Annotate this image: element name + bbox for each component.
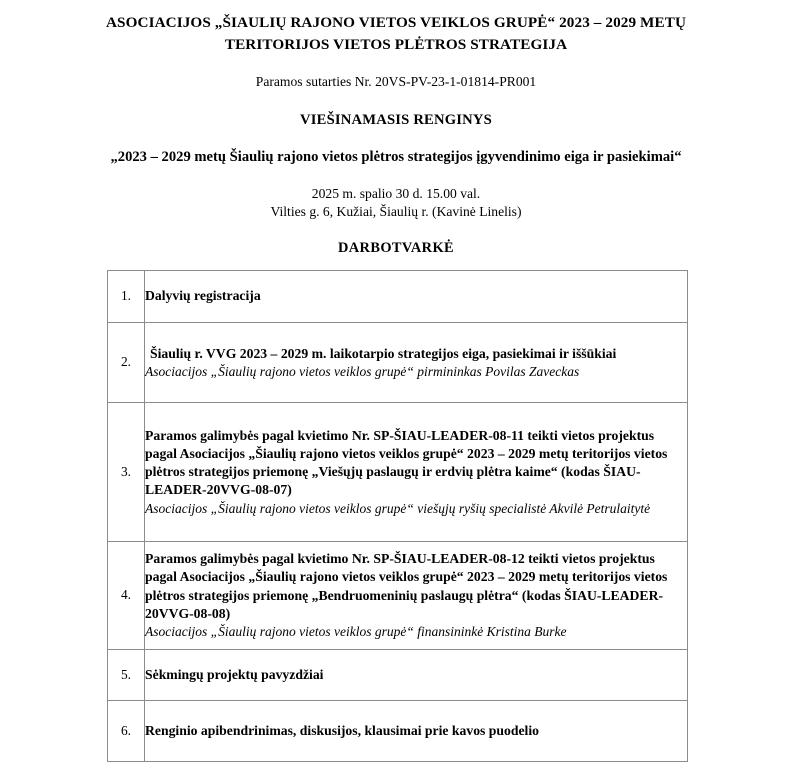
agenda-item-speaker: Asociacijos „Šiaulių rajono vietos veiklos grupė“ finansininkė Kristina Burke (145, 624, 567, 640)
table-row (108, 541, 688, 649)
agenda-item-content (145, 700, 688, 761)
agenda-item-content (145, 541, 688, 649)
document-title-line-1: ASOCIACIJOS „ŠIAULIŲ RAJONO VIETOS VEIKLOS GRUPĖ“ 2023 – 2029 METŲ (105, 14, 687, 31)
agenda-table (107, 270, 688, 762)
agenda-item-number: 6. (108, 700, 145, 761)
table-row (108, 700, 688, 761)
event-type-heading: VIEŠINAMASIS RENGINYS (300, 111, 492, 128)
agenda-item-content (145, 649, 688, 700)
agenda-item-title: Šiaulių r. VVG 2023 – 2029 m. laikotarpio strategijos eiga, pasiekimai ir iššūkiai (150, 345, 617, 361)
event-subtitle: „2023 – 2029 metų Šiaulių rajono vietos plėtros strategijos įgyvendinimo eiga ir pasiekimai“ (110, 148, 682, 165)
agenda-item-title: Dalyvių registracija (145, 288, 261, 304)
agenda-item-title: Renginio apibendrinimas, diskusijos, klausimai prie kavos puodelio (145, 722, 540, 738)
table-row (108, 402, 688, 541)
agenda-item-number: 5. (108, 649, 145, 700)
agenda-item-number: 3. (108, 402, 145, 541)
table-row (108, 322, 688, 402)
agenda-item-content (145, 322, 688, 402)
agenda-item-content (145, 270, 688, 322)
event-location: Vilties g. 6, Kužiai, Šiaulių r. (Kavinė Linelis) (270, 203, 522, 219)
contract-number: Paramos sutarties Nr. 20VS-PV-23-1-01814-PR001 (255, 74, 537, 90)
document-header (0, 0, 792, 257)
agenda-item-number: 4. (108, 541, 145, 649)
agenda-item-number: 1. (108, 270, 145, 322)
agenda-item-title: Sėkmingų projektų pavyzdžiai (145, 666, 324, 682)
table-row (108, 270, 688, 322)
agenda-table-wrapper (0, 270, 792, 762)
document-title-line-2: TERITORIJOS VIETOS PLĖTROS STRATEGIJA (224, 35, 568, 53)
agenda-item-title: Paramos galimybės pagal kvietimo Nr. SP-ŠIAU-LEADER-08-12 teikti vietos projektus pagal Asociacijos „Šiaulių rajono vietos veiklos grupė“ 2023 – 2029 metų teritorijos vietos plėtros strategijos priemonę „Bendruomeninių paslaugų plėtra“ (kodas ŠIAU-LEADER-20VVG-08-08) (145, 551, 668, 621)
agenda-item-number: 2. (108, 322, 145, 402)
agenda-item-speaker: Asociacijos „Šiaulių rajono vietos veiklos grupė“ viešųjų ryšių specialistė Akvilė Petrulaitytė (145, 500, 651, 516)
agenda-heading: DARBOTVARKĖ (337, 239, 455, 256)
agenda-item-title: Paramos galimybės pagal kvietimo Nr. SP-ŠIAU-LEADER-08-11 teikti vietos projektus pagal Asociacijos „Šiaulių rajono vietos veiklos grupė“ 2023 – 2029 metų teritorijos vietos plėtros strategijos priemonę „Viešųjų paslaugų ir erdvių plėtra kaime“ (kodas ŠIAU-LEADER-20VVG-08-07) (145, 427, 668, 498)
agenda-item-content (145, 402, 688, 541)
table-row (108, 649, 688, 700)
document-title (78, 12, 714, 55)
event-datetime: 2025 m. spalio 30 d. 15.00 val. (311, 185, 481, 201)
agenda-item-speaker: Asociacijos „Šiaulių rajono vietos veiklos grupė“ pirmininkas Povilas Zaveckas (145, 363, 580, 379)
